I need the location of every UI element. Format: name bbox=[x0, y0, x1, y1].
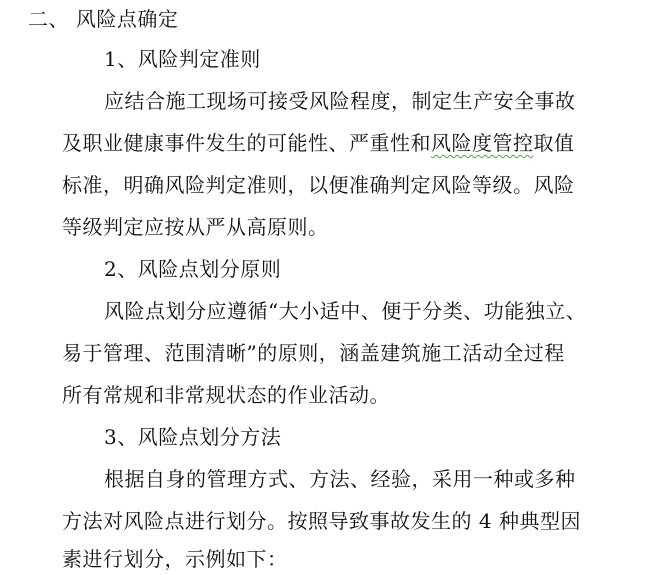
paragraph-2-line-3: 所有常规和非常规状态的作业活动。 bbox=[62, 383, 390, 407]
paragraph-1-line-2-tail: 取值 bbox=[533, 131, 575, 155]
paragraph-1-line-2-text: 及职业健康事件发生的可能性、严重性和 bbox=[62, 131, 431, 155]
paragraph-2-line-1: 风险点划分应遵循“大小适中、便于分类、功能独立、 bbox=[104, 299, 587, 323]
subsection-heading-2: 2、风险点划分原则 bbox=[104, 257, 282, 281]
section-heading: 二、 风险点确定 bbox=[28, 7, 179, 31]
paragraph-3-line-3: 素进行划分，示例如下： bbox=[62, 547, 288, 571]
subsection-heading-1: 1、风险判定准则 bbox=[104, 47, 261, 71]
spellcheck-underlined-term: 风险度管控 bbox=[431, 131, 534, 155]
paragraph-1-line-4: 等级判定应按从严从高原则。 bbox=[62, 215, 329, 239]
paragraph-1-line-2 bbox=[62, 129, 575, 157]
paragraph-1-line-3: 标准，明确风险判定准则，以便准确判定风险等级。风险 bbox=[62, 173, 575, 197]
paragraph-2-line-2: 易于管理、范围清晰”的原则，涵盖建筑施工活动全过程 bbox=[62, 341, 565, 365]
paragraph-3-line-1: 根据自身的管理方式、方法、经验，采用一种或多种 bbox=[104, 467, 576, 491]
paragraph-1-line-1: 应结合施工现场可接受风险程度，制定生产安全事故 bbox=[104, 89, 576, 113]
paragraph-3-line-2: 方法对风险点进行划分。按照导致事故发生的 4 种典型因 bbox=[62, 509, 581, 533]
subsection-heading-3: 3、风险点划分方法 bbox=[104, 425, 282, 449]
